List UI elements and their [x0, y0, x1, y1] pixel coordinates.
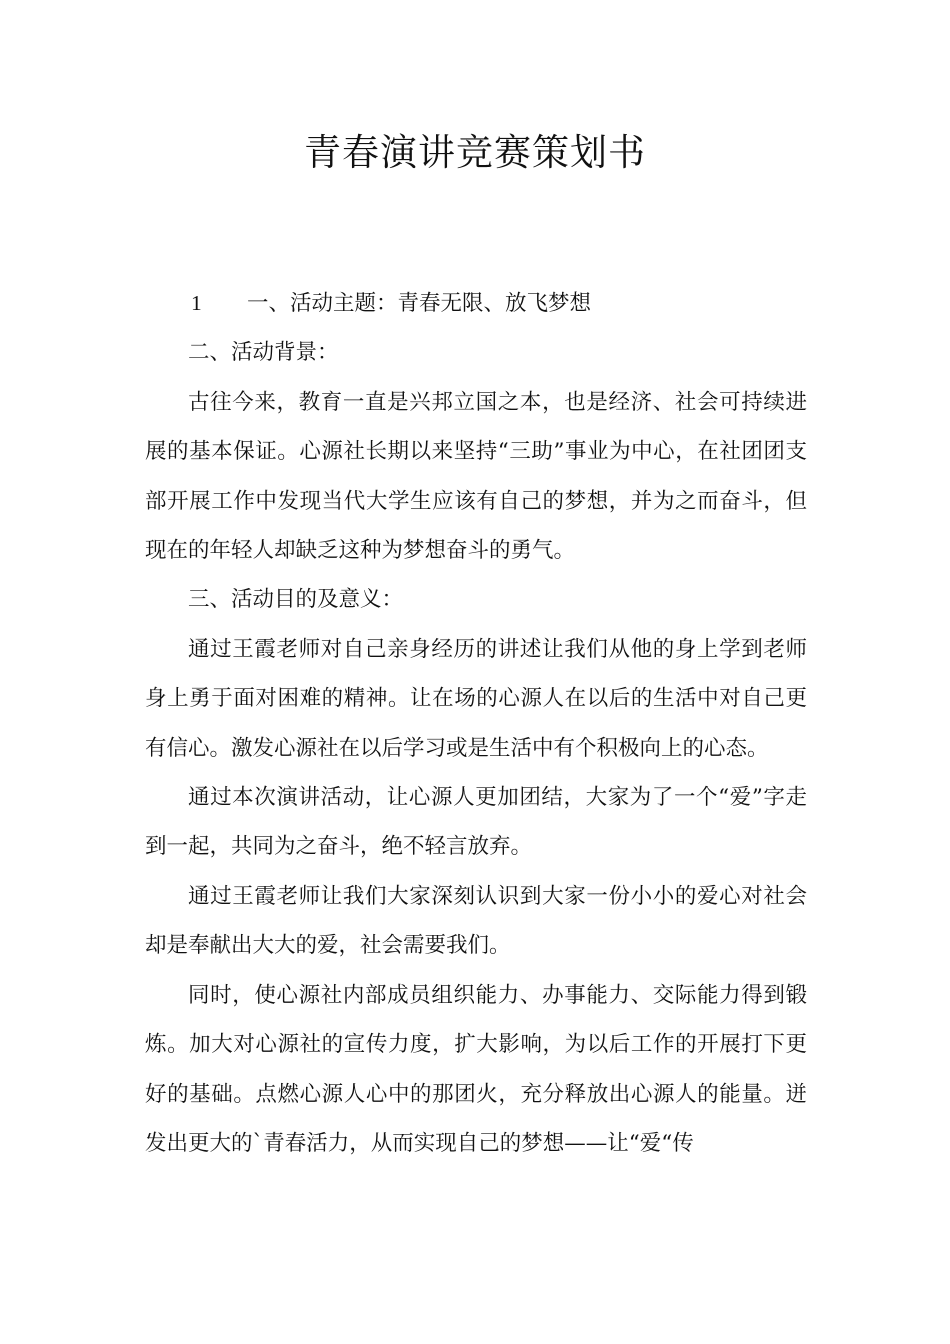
document-body [145, 279, 807, 1168]
purpose-paragraph-1: 通过王霞老师对自己亲身经历的讲述让我们从他的身上学到老师身上勇于面对困难的精神。让在场的心源人在以后的生活中对自己更有信心。激发心源社在以后学习或是生活中有个积极向上的心态。 [145, 636, 807, 761]
purpose-heading: 三、活动目的及意义： [188, 587, 404, 613]
background-heading: 二、活动背景： [188, 340, 339, 366]
document-title: 青春演讲竞赛策划书 [304, 131, 646, 174]
activity-theme-text: 一、活动主题：青春无限、放飞梦想 [247, 291, 592, 316]
list-number: 1 [191, 291, 202, 315]
background-paragraph: 古往今来，教育一直是兴邦立国之本，也是经济、社会可持续进展的基本保证。心源社长期以来坚持“三助”事业为中心，在社团团支部开展工作中发现当代大学生应该有自己的梦想，并为之而奋斗，但现在的年轻人却缺乏这种为梦想奋斗的勇气。 [145, 389, 807, 564]
purpose-paragraph-3: 通过王霞老师让我们大家深刻认识到大家一份小小的爱心对社会却是奉献出大大的爱，社会需要我们。 [145, 883, 807, 959]
purpose-paragraph-4: 同时，使心源社内部成员组织能力、办事能力、交际能力得到锻炼。加大对心源社的宣传力度，扩大影响，为以后工作的开展打下更好的基础。点燃心源人心中的那团火，充分释放出心源人的能量。迸发出更大的`青春活力，从而实现自己的梦想——让“爱“传 [145, 982, 807, 1156]
purpose-paragraph-2: 通过本次演讲活动，让心源人更加团结，大家为了一个“爱”字走到一起，共同为之奋斗，绝不轻言放弃。 [145, 785, 807, 860]
activity-theme-line [145, 279, 807, 328]
